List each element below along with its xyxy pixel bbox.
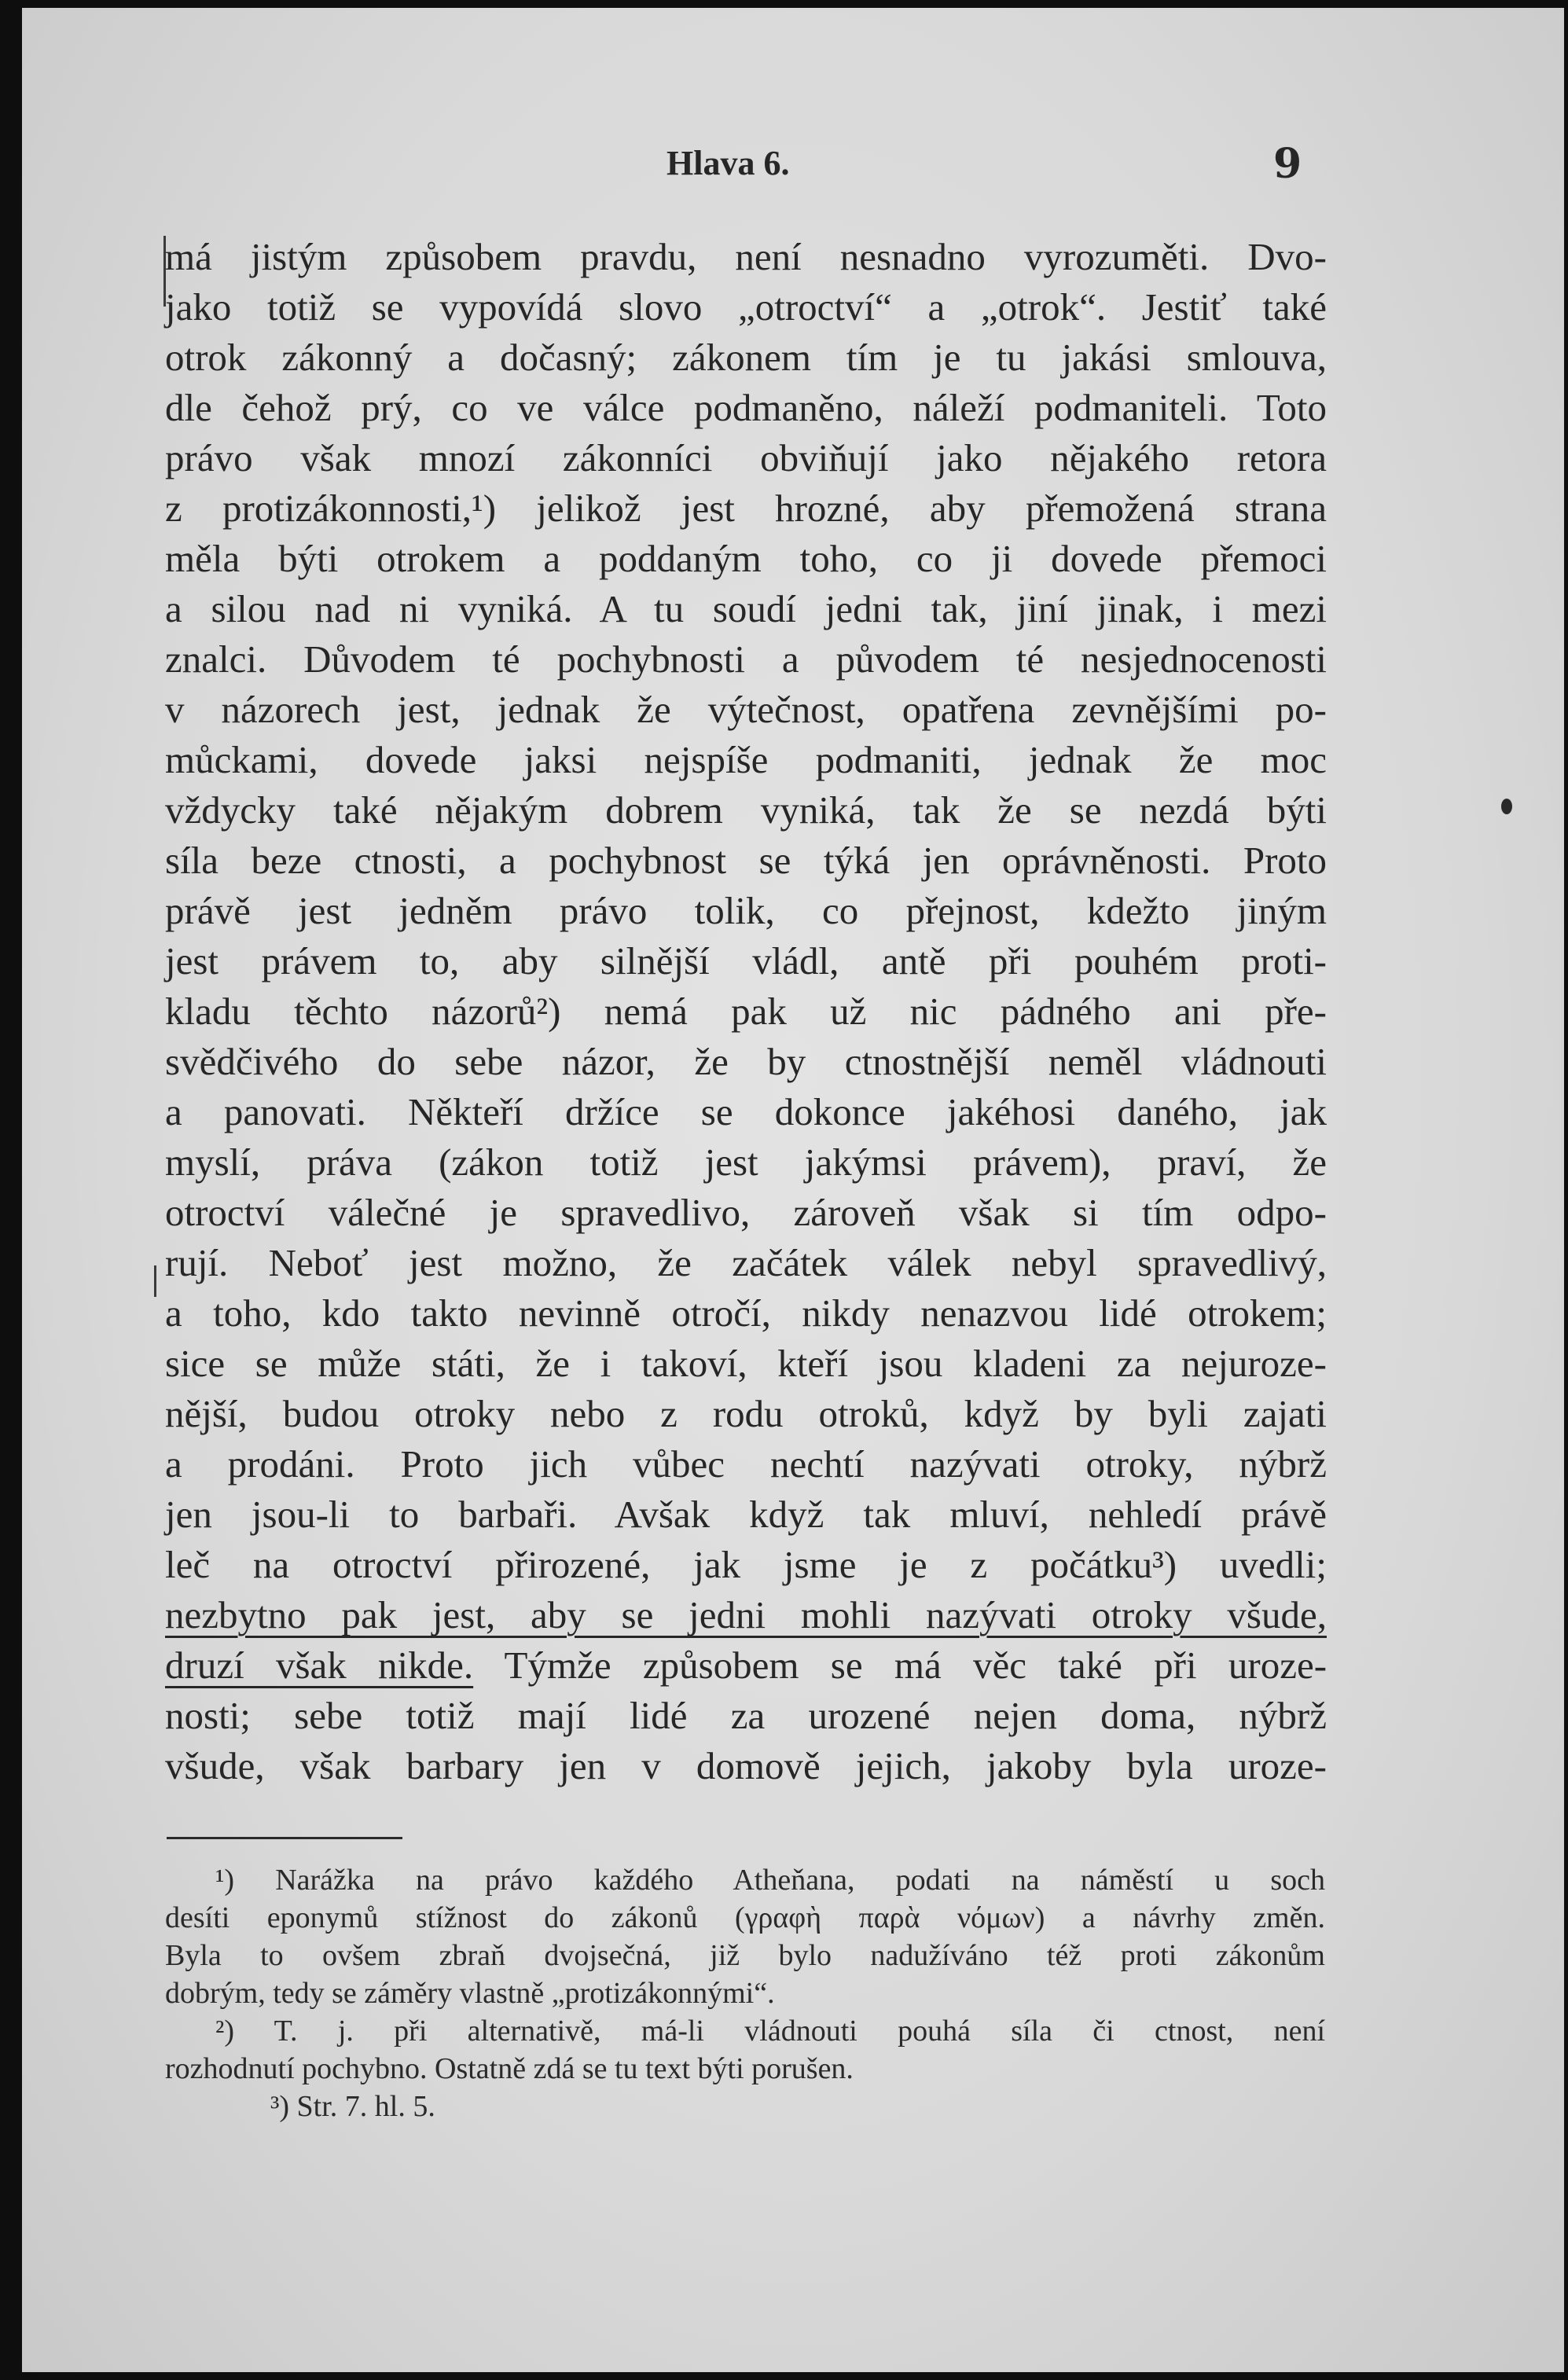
- text-line: a panovati. Někteří držíce se dokonce jakéhosi daného, jak: [165, 1090, 1327, 1133]
- chapter-heading: Hlava 6.: [666, 144, 790, 182]
- text-line: leč na otroctví přirozené, jak jsme je z počátku³) uvedli;: [165, 1543, 1327, 1586]
- text-line: otroctví válečné je spravedlivo, zároveň však si tím odpo-: [165, 1191, 1327, 1234]
- footnote-line: Byla to ovšem zbraň dvojsečná, již bylo nadužíváno též proti zákonům: [165, 1939, 1325, 1972]
- text-line: znalci. Důvodem té pochybnosti a původem té nesjednocenosti: [165, 637, 1327, 681]
- text-line: myslí, práva (zákon totiž jest jakýmsi právem), praví, že: [165, 1140, 1327, 1184]
- text-line: [165, 1640, 1327, 1691]
- margin-mark: [154, 1265, 156, 1297]
- text-line: nější, budou otroky nebo z rodu otroků, když by byli zajati: [165, 1392, 1327, 1435]
- footnote-rule: [167, 1837, 402, 1839]
- text-line: právo však mnozí zákonníci obviňují jako nějakého retora: [165, 436, 1327, 479]
- text-line: má jistým způsobem pravdu, není nesnadno vyrozuměti. Dvo-: [165, 235, 1327, 278]
- text-line: v názorech jest, jednak že výtečnost, opatřena zevnějšími po-: [165, 688, 1327, 731]
- text-line: síla beze ctnosti, a pochybnost se týká jen oprávněnosti. Proto: [165, 839, 1327, 882]
- footnote-line: rozhodnutí pochybno. Ostatně zdá se tu text býti porušen.: [165, 2052, 854, 2085]
- underlined-text-line: nezbytno pak jest, aby se jedni mohli nazývati otroky všude,: [165, 1593, 1327, 1636]
- underlined-phrase: druzí však nikde.: [165, 1644, 474, 1687]
- body-text: [165, 232, 1327, 1791]
- footnote-line: desíti eponymů stížnost do zákonů (γραφὴ παρὰ νόμων) a návrhy změn.: [165, 1901, 1325, 1934]
- text-line: jest právem to, aby silnější vládl, antě při pouhém proti-: [165, 939, 1327, 982]
- text-line: právě jest jedněm právo tolik, co přejnost, kdežto jiným: [165, 889, 1327, 932]
- text-line: a toho, kdo takto nevinně otročí, nikdy nenazvou lidé otrokem;: [165, 1291, 1327, 1335]
- footnotes: [165, 1861, 1325, 2125]
- book-page: [22, 8, 1564, 2372]
- text-line: měla býti otrokem a poddaným toho, co ji dovede přemoci: [165, 537, 1327, 580]
- text-line: všude, však barbary jen v domově jejich, jakoby byla uroze-: [165, 1744, 1327, 1787]
- footnote-line: dobrým, tedy se záměry vlastně „protizákonnými“.: [165, 1977, 775, 2010]
- text-line: kladu těchto názorů²) nemá pak už nic pádného ani pře-: [165, 990, 1327, 1033]
- text-line: a silou nad ni vyniká. A tu soudí jedni tak, jiní jinak, i mezi: [165, 587, 1327, 630]
- footnote-line: ¹) Narážka na právo každého Atheňana, podati na náměstí u soch: [215, 1864, 1325, 1897]
- text-line: jen jsou-li to barbaři. Avšak když tak mluví, nehledí právě: [165, 1493, 1327, 1536]
- text-line: vždycky také nějakým dobrem vyniká, tak že se nezdá býti: [165, 788, 1327, 832]
- text-line: můckami, dovede jaksi nejspíše podmaniti, jednak že moc: [165, 738, 1327, 781]
- text-line: sice se může státi, že i takoví, kteří jsou kladeni za nejuroze-: [165, 1342, 1327, 1385]
- text-line: svědčivého do sebe názor, že by ctnostnější neměl vládnouti: [165, 1040, 1327, 1083]
- text-line: jako totiž se vypovídá slovo „otroctví“ a „otrok“. Jestiť také: [165, 285, 1327, 329]
- footnote-line: ²) T. j. při alternativě, má-li vládnouti pouhá síla či ctnost, není: [215, 2015, 1325, 2048]
- text-line: rují. Neboť jest možno, že začátek válek nebyl spravedlivý,: [165, 1241, 1327, 1284]
- text-line: a prodáni. Proto jich vůbec nechtí nazývati otroky, nýbrž: [165, 1442, 1327, 1486]
- footnote-line: ³) Str. 7. hl. 5.: [270, 2090, 435, 2123]
- text-line-rest: Týmže způsobem se má věc také při uroze-: [473, 1644, 1327, 1687]
- text-line: dle čehož prý, co ve válce podmaněno, náleží podmaniteli. Toto: [165, 386, 1327, 429]
- page-number: 9: [1273, 140, 1302, 188]
- text-line: otrok zákonný a dočasný; zákonem tím je tu jakási smlouva,: [165, 336, 1327, 379]
- text-line: z protizákonnosti,¹) jelikož jest hrozné, aby přemožená strana: [165, 487, 1327, 530]
- ink-speck: [1501, 799, 1512, 814]
- text-line: nosti; sebe totiž mají lidé za urozené nejen doma, nýbrž: [165, 1694, 1327, 1737]
